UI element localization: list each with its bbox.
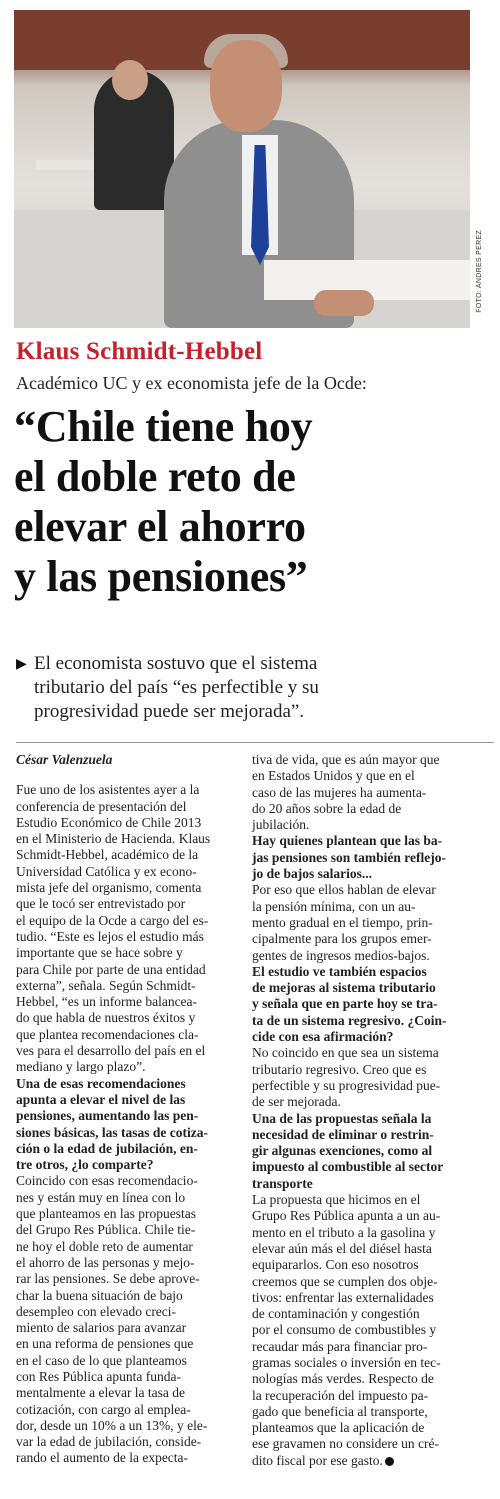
answer [252,752,488,833]
text-line: mista jefe del organismo, comenta [16,880,202,896]
text-line: creemos que se cumplen dos obje- [252,1273,438,1289]
question [16,1076,242,1174]
text-line: rando el aumento de la expecta- [16,1450,189,1466]
body-column-2 [252,752,488,1469]
text-line: pensiones, aumentando las pen- [16,1108,199,1124]
text-line: miento de salarios para avanzar [16,1320,187,1336]
article-photo [14,10,470,328]
text-line: ta de un sistema regresivo. ¿Coin- [252,1012,447,1028]
divider [16,742,494,743]
lead-line: tributario del país “es perfectible y su [34,677,319,698]
text-line: dito fiscal por ese gasto. [252,1453,488,1469]
text-line: Una de esas recomendaciones [16,1075,186,1091]
text-line: conferencia de presentación del [16,798,187,814]
text-line: cide con esa afirmación? [252,1029,394,1045]
arrow-right-icon: ▶ [16,656,27,672]
text-line: ción o la edad de jubilación, en- [16,1140,198,1156]
text-line: la pensión mínima, con un au- [252,898,416,914]
text-line: de contaminación y congestión [252,1306,420,1322]
text-line: por el consumo de combustibles y [252,1322,437,1338]
text-line: siones básicas, las tasas de cotiza- [16,1124,208,1140]
text-line: gentes de ingresos medios-bajos. [252,947,430,963]
end-of-article-icon [385,1457,394,1466]
byline: César Valenzuela [16,752,113,767]
text-line: cotización, con cargo al emplea- [16,1401,191,1417]
text-line: Grupo Res Pública apunta a un au- [252,1208,441,1224]
paragraph [16,782,242,1075]
text-line: tiva de vida, que es aún mayor que [252,752,440,767]
interviewee-name: Klaus Schmidt-Hebbel [16,338,263,365]
photo-student-face [112,60,148,100]
text-line: tributario regresivo. Creo que es [252,1061,427,1077]
headline-line: elevar el ahorro [14,502,306,551]
text-line: mentalmente a elevar la tasa de [16,1385,186,1401]
text-line: del Grupo Res Pública. Chile tie- [16,1222,196,1238]
lead-line: El economista sostuvo que el sistema [34,653,318,674]
text-line: recaudar más para financiar pro- [252,1338,428,1354]
text-line: Fue uno de los asistentes ayer a la [16,782,200,798]
text-line: con Res Pública apunta funda- [16,1368,181,1384]
question [252,833,488,882]
answer [252,882,488,963]
text-line: de ser mejorada. [252,1094,341,1110]
text-line: Una de las propuestas señala la [252,1110,432,1126]
text-line: var la edad de jubilación, conside- [16,1434,202,1450]
text-line: que le tocó ser entrevistado por [16,896,186,912]
text-line: en Estados Unidos y que en el [252,768,415,784]
answer [252,1192,488,1469]
question [252,1111,488,1192]
text-line: do que habla de nuestros éxitos y [16,1010,196,1026]
text-line: que planteamos en las propuestas [16,1206,196,1222]
question [252,964,488,1045]
text-line: tre otros, ¿lo comparte? [16,1157,154,1173]
text-line: jo de bajos salarios... [252,866,373,882]
text-line: tudio. “Este es lejos el estudio más [16,928,204,944]
text-line: de mejoras al sistema tributario [252,980,436,996]
text-line: jas pensiones son también reflejo- [252,849,446,865]
text-line: ves para el desarrollo del país en el [16,1043,206,1059]
text-line: desempleo con elevado creci- [16,1303,177,1319]
text-line: nologías más verdes. Respecto de [252,1371,434,1387]
text-line: jubilación. [252,817,310,833]
photo-man-hand [314,290,374,316]
text-line: ne hoy el doble reto de aumentar [16,1238,193,1254]
text-line: impuesto al combustible al sector [252,1159,444,1175]
text-line: rar las pensiones. Se debe aprove- [16,1271,200,1287]
photo-man-face [210,40,282,132]
text-line: en una reforma de pensiones que [16,1336,194,1352]
text-line: Hebbel, “es un informe balancea- [16,994,198,1010]
text-line: gado que beneficia al transporte, [252,1403,428,1419]
text-line: No coincido en que sea un sistema [252,1045,439,1061]
answer [252,1045,488,1110]
body-column-1 [16,752,242,1467]
text-line: El estudio ve también espacios [252,963,427,979]
text-line: el equipo de la Ocde a cargo del es- [16,912,209,928]
text-line: planteamos que la aplicación de [252,1420,425,1436]
headline-line: “Chile tiene hoy [14,402,313,451]
text-line: la recuperación del impuesto pa- [252,1387,429,1403]
text-line: y señala que en parte hoy se tra- [252,996,438,1012]
text-line: ese gravamen no considere un cré- [252,1436,440,1452]
text-line: necesidad de eliminar o restrin- [252,1126,434,1142]
headline [14,402,494,602]
text-line: el ahorro de las personas y mejo- [16,1254,195,1270]
text-line: en el caso de lo que planteamos [16,1352,187,1368]
text-line: que plantea recomendaciones cla- [16,1026,199,1042]
text-line: apunta a elevar el nivel de las [16,1091,186,1107]
text-line: externa”, señala. Según Schmidt- [16,977,196,993]
text-line: char la buena situación de bajo [16,1287,183,1303]
answer [16,1173,242,1466]
text-line: nes y están muy en línea con lo [16,1189,186,1205]
text-line: Universidad Católica y ex econo- [16,863,197,879]
text-line: importante que se hace sobre y [16,945,183,961]
text-line: perfectible y su progresividad pue- [252,1077,441,1093]
headline-line: el doble reto de [14,452,296,501]
interviewee-title: Académico UC y ex economista jefe de la Ocde: [16,373,367,393]
text-line: mediano y largo plazo”. [16,1059,146,1075]
text-line: caso de las mujeres ha aumenta- [252,784,427,800]
text-line: gir algunas exenciones, como al [252,1143,433,1159]
text-line: Por eso que ellos hablan de elevar [252,882,436,898]
text-line: La propuesta que hicimos en el [252,1192,421,1208]
text-line: en el Ministerio de Hacienda. Klaus [16,831,211,847]
text-line: para Chile por parte de una entidad [16,961,206,977]
text-line: gramas sociales o inversión en tec- [252,1354,441,1370]
text-line: transporte [252,1175,313,1191]
text-line: do 20 años sobre la edad de [252,800,402,816]
text-line: cipalmente para los grupos emer- [252,931,432,947]
text-line: mento gradual en el tiempo, prin- [252,914,433,930]
text-line: Schmidt-Hebbel, académico de la [16,847,199,863]
text-line: dor, desde un 10% a un 13%, y ele- [16,1417,208,1433]
headline-line: y las pensiones” [14,552,308,601]
text-line: Estudio Económico de Chile 2013 [16,814,202,830]
lead-line: progresividad puede ser mejorada”. [34,701,305,722]
text-line: elevar aún más el del diésel hasta [252,1240,432,1256]
text-line: Coincido con esas recomendacio- [16,1173,198,1189]
text-line: Hay quienes plantean que las ba- [252,833,443,849]
lead-text [34,652,484,724]
text-line: equipararlos. Con eso nosotros [252,1257,419,1273]
text-line: tivos: enfrentar las externalidades [252,1289,434,1305]
text-line: mento en el tributo a la gasolina y [252,1224,436,1240]
photo-credit: FOTO: ANDRES PEREZ [476,230,483,313]
